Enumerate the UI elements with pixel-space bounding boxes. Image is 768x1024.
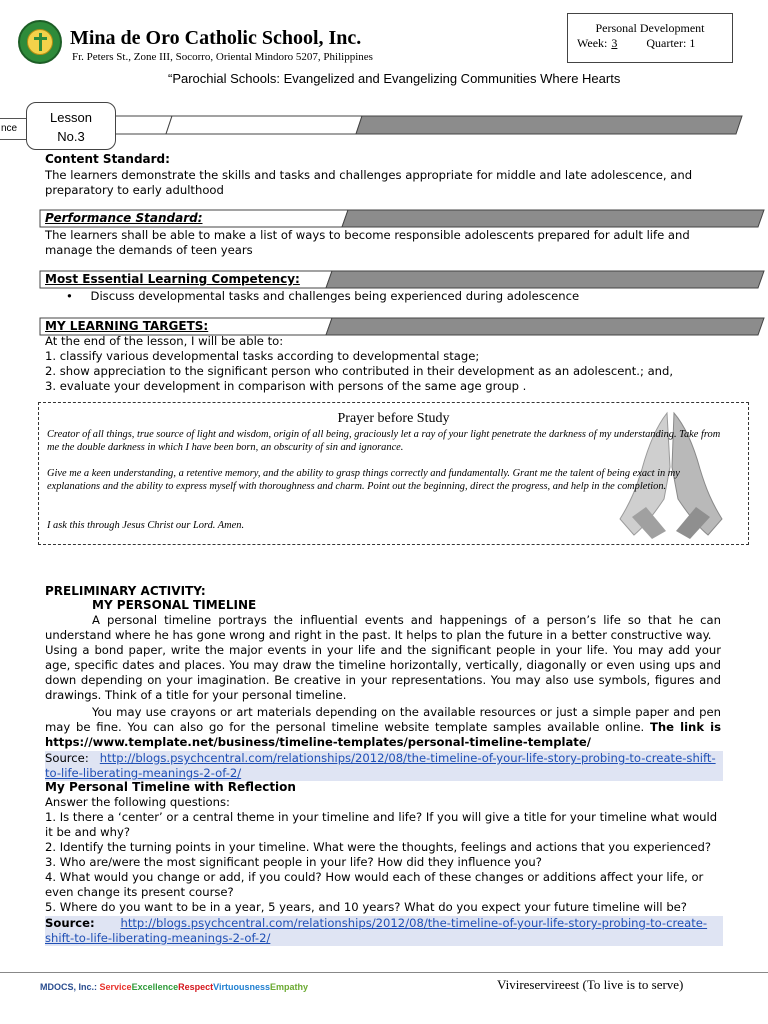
content-standard-heading: Content Standard: bbox=[45, 152, 170, 166]
core-value-virtuousness: Virtuousness bbox=[213, 982, 270, 992]
reflection-heading: My Personal Timeline with Reflection bbox=[45, 780, 296, 794]
quarter-label: Quarter: 1 bbox=[646, 36, 696, 50]
reflection-question-1: 1. Is there a ‘center’ or a central theme in your timeline and life? If you will give a title for your timeline what would it be and why? bbox=[45, 810, 718, 839]
prayer-paragraph-3: I ask this through Jesus Christ our Lord. Amen. bbox=[47, 520, 245, 531]
core-value-service: Service bbox=[99, 982, 132, 992]
week-label: Week: bbox=[577, 36, 608, 50]
preliminary-subheading: MY PERSONAL TIMELINE bbox=[92, 598, 257, 612]
prayer-paragraph-1: Creator of all things, true source of light and wisdom, origin of all being, graciously let a ray of your light penetrate the darkness of my understanding. Take from me the double darkness in which I have been born, an obscurity of sin and ignorance. bbox=[47, 429, 721, 453]
target-item-1: 1. classify various developmental tasks according to developmental stage; bbox=[45, 349, 480, 363]
targets-heading: MY LEARNING TARGETS: bbox=[45, 319, 209, 333]
reflection-question-2: 2. Identify the turning points in your timeline. What were the thoughts, feelings and actions that you experienced? bbox=[45, 840, 712, 854]
core-value-excellence: Excellence bbox=[131, 982, 179, 992]
source-1-label: Source: bbox=[45, 751, 89, 765]
bullet-icon: • bbox=[66, 289, 73, 303]
performance-standard-heading: Performance Standard: bbox=[45, 211, 203, 225]
source-1-link[interactable]: http://blogs.psychcentral.com/relationships/2012/08/the-timeline-of-your-life-story-probing-to-create-shift-to-life-liberating-meanings-2-of-2/ bbox=[45, 751, 716, 780]
reflection-intro: Answer the following questions: bbox=[45, 795, 230, 809]
core-value-respect: Respect bbox=[178, 982, 214, 992]
preliminary-heading: PRELIMINARY ACTIVITY: bbox=[45, 584, 206, 598]
subject-title: Personal Development bbox=[595, 21, 705, 35]
reflection-question-4: 4. What would you change or add, if you could? How would each of these changes or additions affect your life, or even change its present course? bbox=[45, 870, 704, 899]
content-standard-text: The learners demonstrate the skills and tasks and challenges appropriate for middle and late adolescence, and preparatory to early adulthood bbox=[45, 168, 693, 197]
preliminary-paragraph-3-text: You may use crayons or art materials depending on the available resources or just a simple paper and pen may be fine. You can also go for the personal timeline website template samples available online. bbox=[45, 705, 721, 734]
subject-box bbox=[567, 13, 733, 63]
lesson-side-tab: nce bbox=[0, 118, 40, 140]
school-logo bbox=[18, 20, 62, 64]
prayer-paragraph-2: Give me a keen understanding, a retentive memory, and the ability to grasp things correctly and fundamentally. Grant me the talent of being exact in my explanations and the ability to express myself with thoroughness and charm. Point out the beginning, direct the progress, and help in the completion. bbox=[47, 468, 680, 492]
targets-intro: At the end of the lesson, I will be able to: bbox=[45, 334, 284, 348]
reflection-question-5: 5. Where do you want to be in a year, 5 years, and 10 years? What do you expect your future timeline will be? bbox=[45, 900, 687, 914]
target-item-2: 2. show appreciation to the significant person who contributed in their development as an adolescent.; and, bbox=[45, 364, 674, 378]
preliminary-paragraph-3 bbox=[45, 705, 721, 750]
preliminary-paragraph-2: Using a bond paper, write the major events in your life and the significant people in your life. You may add your age, specific dates and places. You may draw the timeline horizontally, vertically, diagonally or even using ups and down depending on your imagination. Be creative in your representations. You may also use symbols, figures and drawings. Think of a title for your personal timeline. bbox=[45, 643, 721, 702]
lesson-number: No.3 bbox=[57, 129, 85, 144]
source-2 bbox=[45, 916, 723, 946]
template-link-text: The link is https://www.template.net/business/timeline-templates/personal-timeline-template/ bbox=[45, 720, 722, 749]
melc-heading: Most Essential Learning Competency: bbox=[45, 272, 300, 286]
prayer-box bbox=[38, 402, 749, 545]
melc-bullet-text: Discuss developmental tasks and challenges being experienced during adolescence bbox=[90, 289, 580, 303]
lesson-title: Lesson bbox=[50, 110, 92, 125]
lesson-box bbox=[26, 102, 116, 150]
school-motto: “Parochial Schools: Evangelized and Evangelizing Communities Where Hearts bbox=[168, 71, 621, 86]
source-2-label: Source: bbox=[45, 916, 95, 930]
school-address: Fr. Peters St., Zone III, Socorro, Oriental Mindoro 5207, Philippines bbox=[72, 51, 373, 63]
week-quarter bbox=[577, 36, 695, 51]
performance-standard-text: The learners shall be able to make a list of ways to become responsible adolescents prepared for adult life and manage the demands of teen years bbox=[45, 228, 690, 257]
core-values-list bbox=[100, 982, 308, 992]
source-2-link[interactable]: http://blogs.psychcentral.com/relationships/2012/08/the-timeline-of-your-life-story-probing-to-create-shift-to-life-liberating-meanings-2-of-2/ bbox=[45, 916, 708, 945]
footer-tagline: Vivireservireest (To live is to serve) bbox=[497, 977, 684, 992]
footer-org: MDOCS, Inc.: bbox=[40, 982, 98, 992]
preliminary-paragraph-1: A personal timeline portrays the influential events and happenings of a person’s life so that he can understand where he has gone wrong and right in the past. It helps to plan the future in a better constructive way. bbox=[45, 613, 721, 642]
melc-bullet bbox=[66, 289, 579, 304]
week-value: 3 bbox=[611, 36, 618, 50]
prayer-title: Prayer before Study bbox=[337, 411, 450, 426]
reflection-question-3: 3. Who are/were the most significant people in your life? How did they influence you? bbox=[45, 855, 542, 869]
target-item-3: 3. evaluate your development in comparison with persons of the same age group . bbox=[45, 379, 527, 393]
school-name: Mina de Oro Catholic School, Inc. bbox=[70, 27, 362, 49]
source-1 bbox=[45, 751, 723, 781]
core-value-empathy: Empathy bbox=[269, 982, 308, 992]
footer-core-values bbox=[40, 982, 308, 992]
footer-divider bbox=[0, 972, 768, 973]
